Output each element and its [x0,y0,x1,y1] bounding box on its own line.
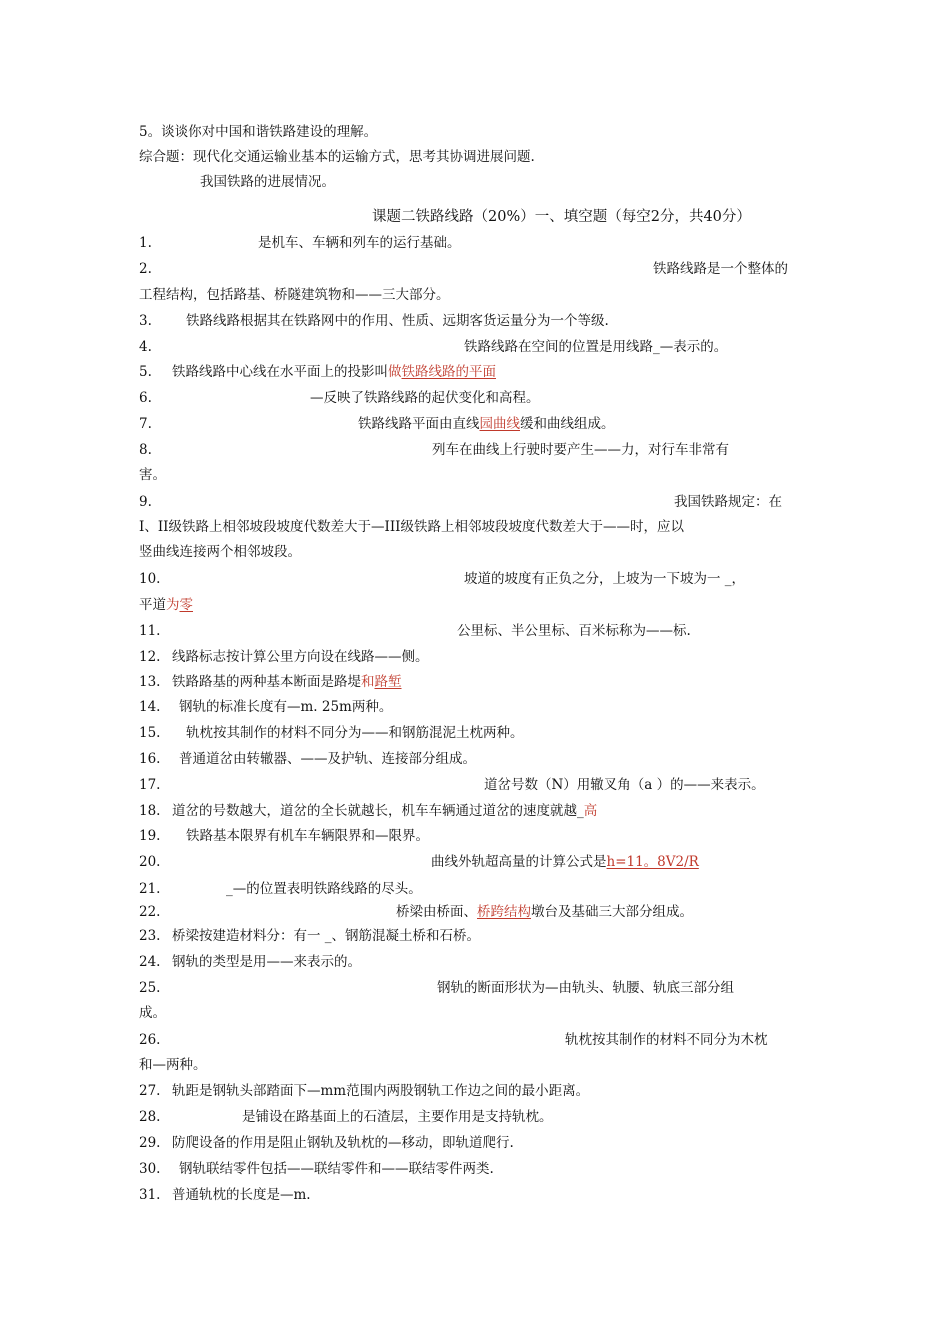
item-number: 3. [139,313,152,329]
item-number: 4. [139,339,152,355]
item-number: 19. [139,828,161,844]
item-text: 钢轨的断面形状为—由轨头、轨腰、轨底三部分组 [437,980,734,996]
item-continuation: 害。 [139,467,166,483]
item-text: 防爬设备的作用是阻止钢轨及轨枕的—移动，即轨道爬行. [172,1135,514,1151]
item-text: 铁路线路平面由直线 [358,416,480,432]
answer-text: 为 [166,597,180,613]
item-number: 29. [139,1135,161,1151]
item-number: 26. [139,1032,161,1048]
item-continuation: I、II级铁路上相邻坡段坡度代数差大于—III级铁路上相邻坡段坡度代数差大于——时，应以 [139,519,684,535]
item-text: 钢轨的标准长度有—m. 25m两种。 [179,699,393,715]
item-number: 15. [139,725,161,741]
item-number: 17. [139,777,161,793]
item-text: 轨距是钢轨头部踏面下—mm范围内两股钢轨工作边之间的最小距离。 [172,1083,590,1099]
item-number: 9. [139,494,152,510]
item-number: 6. [139,390,152,406]
item-number: 14. [139,699,161,715]
item-text: 铁路线路根据其在铁路网中的作用、性质、远期客货运量分为一个等级. [186,313,609,329]
item-text: 铁路线路是一个整体的 [653,261,788,277]
item-number: 24. [139,954,161,970]
item-number: 1. [139,235,152,251]
item-text: 是铺设在路基面上的石渣层，主要作用是支持轨枕。 [242,1109,553,1125]
item-number: 30. [139,1161,161,1177]
section-title: 课题二铁路线路（20%）一、填空题（每空2分，共40分） [372,209,751,225]
item-line [172,363,496,381]
item-text: 是机车、车辆和列车的运行基础。 [258,235,461,251]
item-number: 28. [139,1109,161,1125]
item-line [358,415,615,433]
item-text: 平道 [139,597,166,613]
item-text: 道岔号数（N）用辙叉角（a ）的——来表示。 [484,777,765,793]
item-number: 7. [139,416,152,432]
item-number: 31. [139,1187,161,1203]
item-text: 桥梁按建造材料分：有一 _、钢筋混凝土桥和石桥。 [172,928,481,944]
answer-text: 和 [361,674,375,690]
item-number: 5. [139,364,152,380]
item-text: 铁路线路在空间的位置是用线路_—表示的。 [464,339,728,355]
question-5: 5。谈谈你对中国和谐铁路建设的理解。 [139,124,378,140]
item-text: 我国铁路规定：在 [674,494,782,510]
item-number: 27. [139,1083,161,1099]
comprehensive-question: 综合题：现代化交通运输业基本的运输方式，思考其协调进展问题. [139,149,535,165]
item-number: 18. [139,803,161,819]
item-number: 25. [139,980,161,996]
item-text: 轨枕按其制作的材料不同分为木枕 [565,1032,768,1048]
item-text: 公里标、半公里标、百米标称为——标. [457,623,691,639]
item-text: 普通轨枕的长度是—m. [172,1187,311,1203]
item-number: 11. [139,623,161,639]
item-line [431,853,699,871]
answer-text: 路堑 [374,674,402,690]
item-continuation: 工程结构，包括路基、桥隧建筑物和——三大部分。 [139,287,450,303]
item-line [139,596,193,614]
item-number: 2. [139,261,152,277]
answer-text: 铁路线路的平面 [401,364,496,380]
item-number: 22. [139,904,161,920]
item-line [396,903,693,921]
item-text: 曲线外轨超高量的计算公式是 [431,854,607,870]
item-text: 铁路线路中心线在水平面上的投影叫 [172,364,388,380]
item-text: 轨枕按其制作的材料不同分为——和钢筋混泥土枕两种。 [186,725,524,741]
item-text: 钢轨的类型是用——来表示的。 [172,954,361,970]
answer-text: h=11。8V2/R [606,854,699,870]
item-text: 铁路路基的两种基本断面是路堤 [172,674,361,690]
item-continuation: 和—两种。 [139,1057,207,1073]
item-text: 线路标志按计算公里方向设在线路——侧。 [172,649,429,665]
item-number: 20. [139,854,161,870]
item-text: 道岔的号数越大，道岔的全长就越长，机车车辆通过道岔的速度就越_ [172,803,584,819]
item-text: 钢轨联结零件包括——联结零件和——联结零件两类. [179,1161,494,1177]
item-text: —反映了铁路线路的起伏变化和高程。 [310,390,540,406]
item-text: 列车在曲线上行驶时要产生——力，对行车非常有 [432,442,729,458]
answer-text: 高 [583,803,598,819]
item-text: 缓和曲线组成。 [520,416,615,432]
item-number: 13. [139,674,161,690]
item-text: _—的位置表明铁路线路的尽头。 [226,881,422,897]
item-continuation: 竖曲线连接两个相邻坡段。 [139,544,301,560]
answer-text: 零 [179,597,193,613]
item-text: 墩台及基础三大部分组成。 [531,904,693,920]
item-text: 铁路基本限界有机车车辆限界和—限界。 [186,828,429,844]
item-number: 12. [139,649,161,665]
item-line [172,802,597,820]
item-number: 16. [139,751,161,767]
answer-text: 做 [388,364,402,380]
item-text: 桥梁由桥面、 [396,904,477,920]
item-number: 8. [139,442,152,458]
item-continuation: 成。 [139,1005,166,1021]
item-text: 坡道的坡度有正负之分，上坡为一下坡为一 _， [464,571,746,587]
answer-text: 园曲线 [479,416,520,432]
railway-development: 我国铁路的进展情况。 [200,174,335,190]
item-text: 普通道岔由转辙器、——及护轨、连接部分组成。 [179,751,476,767]
item-line [172,673,402,691]
answer-text: 桥跨结构 [477,904,531,920]
item-number: 23. [139,928,161,944]
item-number: 10. [139,571,161,587]
item-number: 21. [139,881,161,897]
